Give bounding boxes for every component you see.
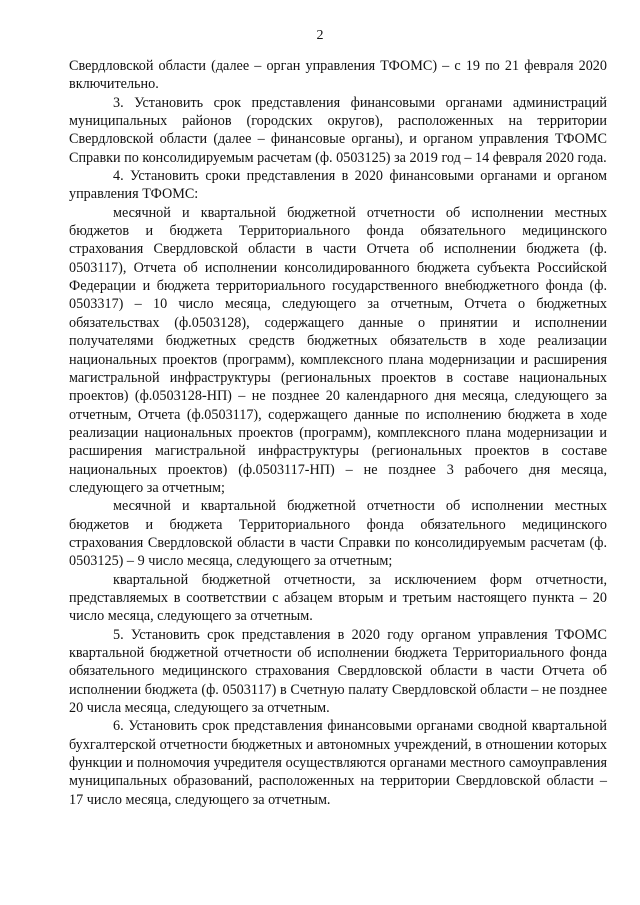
paragraph-continuation: Свердловской области (далее – орган управления ТФОМС) – с 19 по 21 февраля 2020 включительно. <box>69 58 607 93</box>
paragraph-item-5: 5. Установить срок представления в 2020 году органом управления ТФОМС квартальной бюджетной отчетности об исполнении бюджета Территориального фонда обязательного медицинского страхования Свердловской области в части Отчета об исполнении бюджета (ф. 0503117) в Счетную палату Свердловской области – не позднее 20 числа месяца, следующего за отчетным. <box>69 626 607 717</box>
paragraph-item-4-quarterly: квартальной бюджетной отчетности, за исключением форм отчетности, представляемых в соответствии с абзацем вторым и третьим настоящего пункта – 20 число месяца, следующего за отчетным. <box>69 571 607 625</box>
paragraph-item-4-monthly-quarterly: месячной и квартальной бюджетной отчетности об исполнении местных бюджетов и бюджета Территориального фонда обязательного медицинского страхования Свердловской области в части Отчета об исполнении бюджета (ф. 0503117), Отчета об исполнении консолидированного бюджета субъекта Российской Федерации и бюджета территориального государственного внебюджетного фонда (ф. 0503317) – 10 число месяца, следующего за отчетным, Отчета о бюджетных обязательствах (ф.0503128), содержащего данные о принятии и исполнении получателями бюджетных средств бюджетных обязательств в ходе реализации национальных проектов (программ), комплексного плана модернизации и расширения магистральной инфраструктуры (региональных проектов в составе национальных проектов) (ф.0503128-НП) – не позднее 20 календарного дня месяца, следующего за отчетным, Отчета (ф.0503117), содержащего данные по исполнению бюджета в ходе реализации национальных проектов (программ), комплексного плана модернизации и расширения магистральной инфраструктуры (региональных проектов в составе национальных проектов) (ф.0503117-НП) – не позднее 3 рабочего дня месяца, следующего за отчетным; <box>69 204 607 496</box>
paragraph-item-3: 3. Установить срок представления финансовыми органами администраций муниципальных районов (городских округов), расположенных на территории Свердловской области (далее – финансовые органы), и органом управления ТФОМС Справки по консолидируемым расчетам (ф. 0503125) за 2019 год – 14 февраля 2020 года. <box>69 94 607 166</box>
paragraph-item-6: 6. Установить срок представления финансовыми органами сводной квартальной бухгалтерской отчетности бюджетных и автономных учреждений, в отношении которых функции и полномочия учредителя осуществляются органами местного самоуправления муниципальных образований, расположенных на территории Свердловской области – 17 число месяца, следующего за отчетным. <box>69 718 607 808</box>
paragraph-item-4-consolidated: месячной и квартальной бюджетной отчетности об исполнении местных бюджетов и бюджета Территориального фонда обязательного медицинского страхования Свердловской области в части Справки по консолидируемым расчетам (ф. 0503125) – 9 число месяца, следующего за отчетным; <box>69 498 607 570</box>
page-number: 2 <box>316 28 324 43</box>
paragraph-item-4: 4. Установить сроки представления в 2020 финансовыми органами и органом управления ТФОМС: <box>69 168 607 203</box>
document-body <box>69 57 607 809</box>
